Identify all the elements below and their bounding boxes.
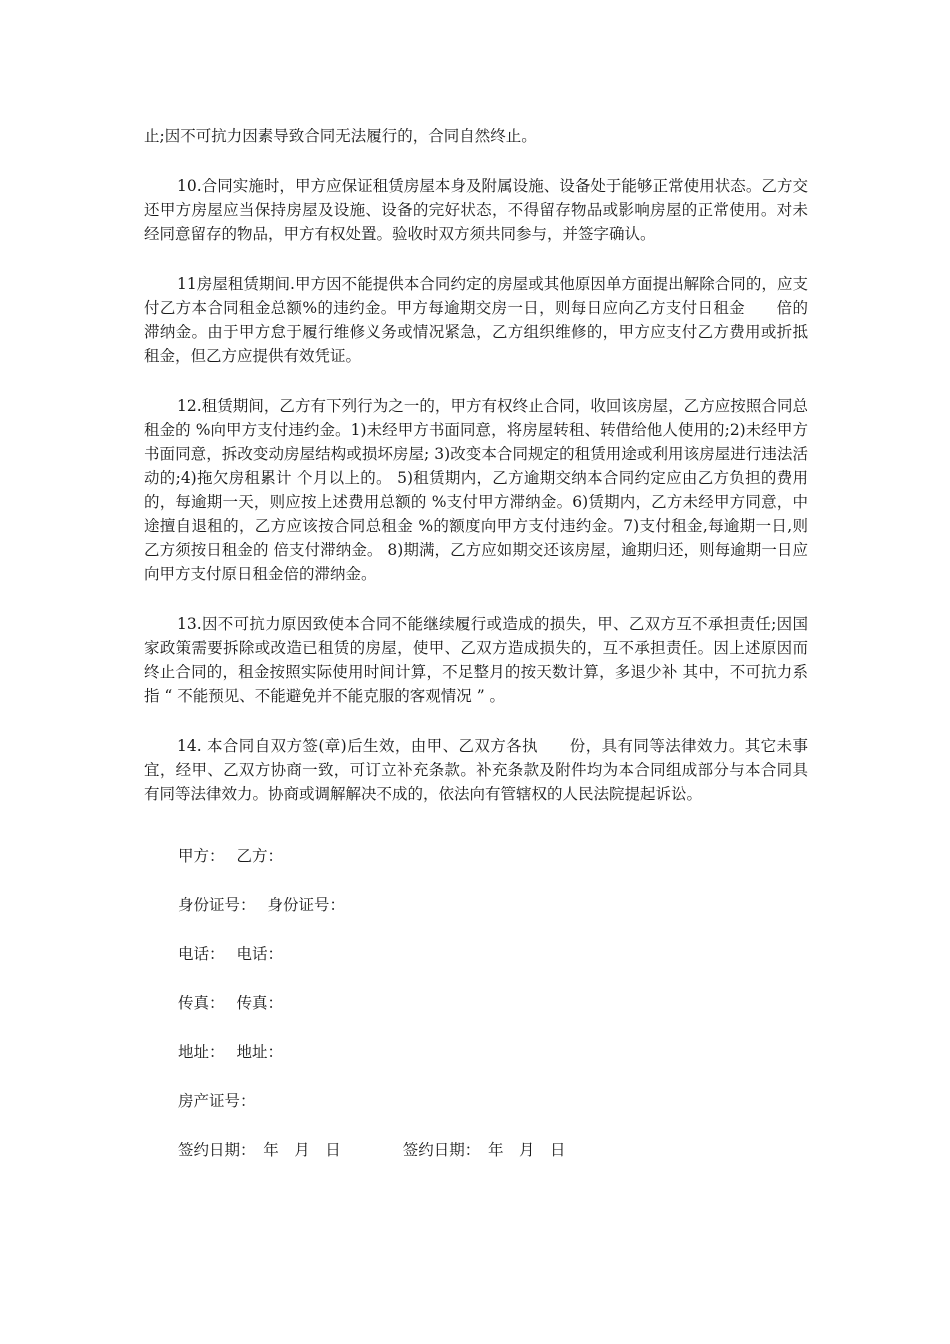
party-a-address-label: 地址： [178, 1043, 225, 1061]
property-cert-label: 房产证号： [178, 1092, 256, 1110]
party-a-sign-date: 签约日期： 年 月 日 [178, 1141, 341, 1159]
clause-11: 11房屋租赁期间.甲方因不能提供本合同约定的房屋或其他原因单方面提出解除合同的，应支付乙方本合同租金总额%的违约金。甲方每逾期交房一日，则每日应向乙方支付日租金 倍的滞纳金。由于甲方怠于履行维修义务或情况紧急，乙方组织维修的，甲方应支付乙方费用或折抵租金，但乙方应提供有效凭证。 [144, 275, 808, 365]
id-number-row [144, 893, 808, 917]
party-a-label: 甲方： [178, 847, 225, 865]
sign-date-row [144, 1138, 808, 1162]
party-b-address-label: 地址： [236, 1043, 284, 1061]
party-a-fax-label: 传真： [178, 994, 225, 1012]
phone-row [144, 942, 808, 966]
contract-body [144, 124, 808, 1187]
party-b-phone-label: 电话： [236, 945, 284, 963]
paragraph-continuation: 止;因不可抗力因素导致合同无法履行的，合同自然终止。 [144, 127, 537, 145]
party-b-fax-label: 传真： [236, 994, 284, 1012]
party-b-label: 乙方： [236, 847, 284, 865]
clause-14: 14. 本合同自双方签(章)后生效，由甲、乙双方各执 份，具有同等法律效力。其它未事宜，经甲、乙双方协商一致，可订立补充条款。补充条款及附件均为本合同组成部分与本合同具有同等法律效力。协商或调解解决不成的，依法向有管辖权的人民法院提起诉讼。 [144, 737, 808, 803]
party-b-id-label: 身份证号： [267, 896, 346, 914]
fax-row [144, 991, 808, 1015]
clause-10: 10.合同实施时，甲方应保证租赁房屋本身及附属设施、设备处于能够正常使用状态。乙方交还甲方房屋应当保持房屋及设施、设备的完好状态，不得留存物品或影响房屋的正常使用。对未经同意留存的物品，甲方有权处置。验收时双方须共同参与，并签字确认。 [144, 177, 808, 243]
property-cert-row [144, 1089, 808, 1113]
clause-13: 13.因不可抗力原因致使本合同不能继续履行或造成的损失，甲、乙双方互不承担责任;因国家政策需要拆除或改造已租赁的房屋，使甲、乙双方造成损失的，互不承担责任。因上述原因而终止合同的，租金按照实际使用时间计算，不足整月的按天数计算，多退少补 其中，不可抗力系指 “ 不能预见、不能避免并不能克服的客观情况 ” 。 [144, 615, 808, 705]
party-a-phone-label: 电话： [178, 945, 225, 963]
address-row [144, 1040, 808, 1064]
party-names-row [144, 844, 808, 868]
party-a-id-label: 身份证号： [178, 896, 256, 914]
clause-12: 12.租赁期间，乙方有下列行为之一的，甲方有权终止合同，收回该房屋，乙方应按照合同总租金的 %向甲方支付违约金。1)未经甲方书面同意，将房屋转租、转借给他人使用的;2)未经甲方书面同意，拆改变动房屋结构或损坏房屋; 3)改变本合同规定的租赁用途或利用该房屋进行违法活动的;4)拖欠房租累计 个月以上的。 5)租赁期内，乙方逾期交纳本合同约定应由乙方负担的费用的，每逾期一天，则应按上述费用总额的 %支付甲方滞纳金。6)赁期内，乙方未经甲方同意，中途擅自退租的，乙方应该按合同总租金 %的额度向甲方支付违约金。7)支付租金,每逾期一日,则乙方须按日租金的 倍支付滞纳金。 8)期满，乙方应如期交还该房屋，逾期归还，则每逾期一日应向甲方支付原日租金倍的滞纳金。 [144, 397, 808, 583]
party-b-sign-date: 签约日期： 年 月 日 [402, 1141, 566, 1159]
